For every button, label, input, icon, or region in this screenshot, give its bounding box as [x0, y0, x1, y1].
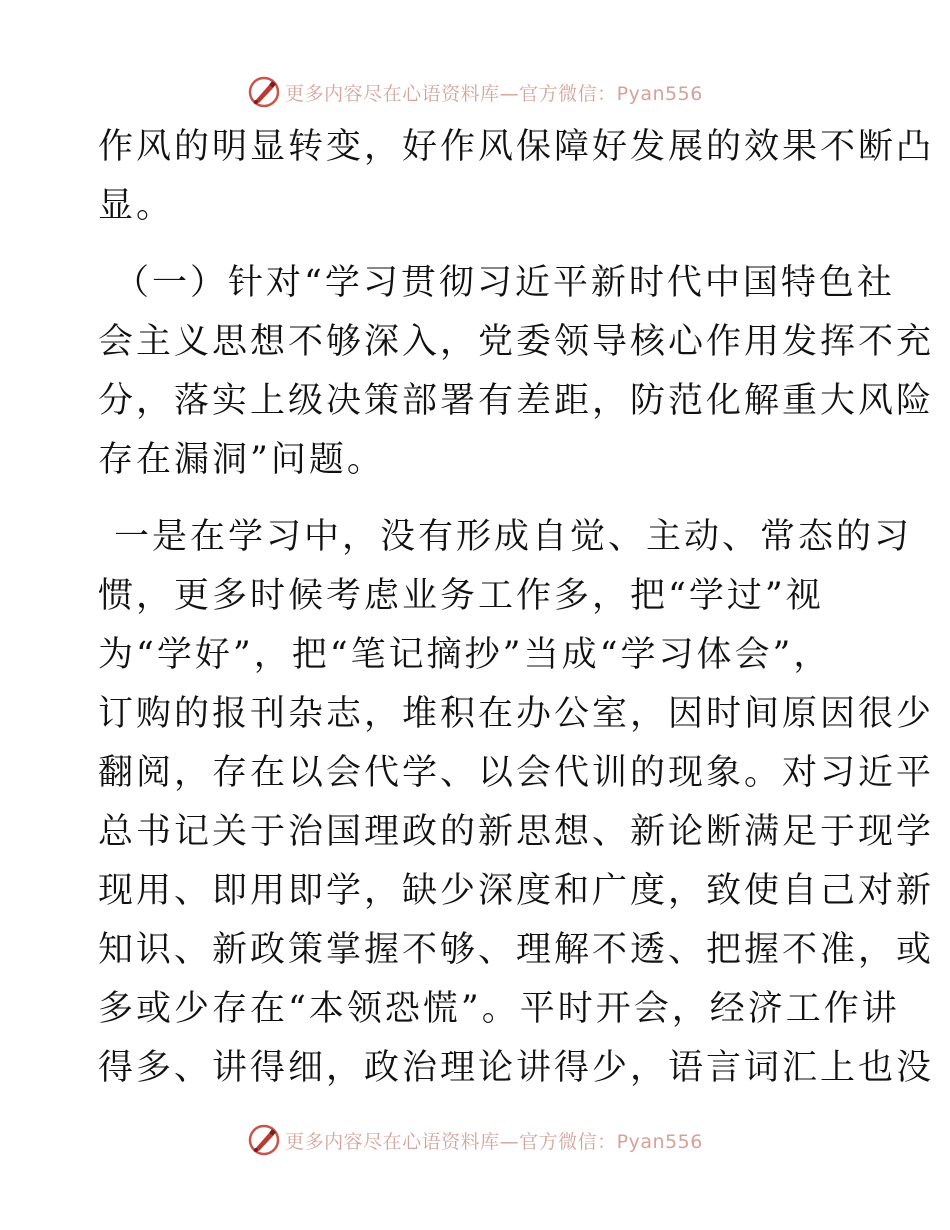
text-line: 显。: [98, 186, 175, 226]
text-line: 惯，更多时候考虑业务工作多，把“学过”视: [98, 576, 824, 616]
pen-circle-logo-icon: [247, 75, 281, 109]
text-line: 一是在学习中，没有形成自觉、主动、常态的习: [114, 517, 913, 557]
footer-watermark: [0, 1120, 950, 1160]
document-body: [98, 118, 935, 1098]
pen-circle-logo-icon: [247, 1123, 281, 1157]
text-line: 现用、即用即学，缺少深度和广度，致使自己对新: [98, 871, 935, 911]
text-line: 知识、新政策掌握不够、理解不透、把握不准，或: [98, 930, 935, 970]
text-line: 会主义思想不够深入，党委领导核心作用发挥不充: [98, 322, 935, 362]
header-watermark: [0, 72, 950, 112]
text-line: （一）针对“学习贯彻习近平新时代中国特色社: [114, 263, 895, 303]
text-line: 存在漏洞”问题。: [98, 440, 385, 480]
text-line: 多或少存在“本领恐慌”。平时开会，经济工作讲: [98, 989, 900, 1029]
text-line: 为“学好”，把“笔记摘抄”当成“学习体会”，: [98, 635, 832, 675]
text-line: 翻阅，存在以会代学、以会代训的现象。对习近平: [98, 753, 935, 793]
paragraph: [98, 254, 935, 490]
paragraph: [98, 118, 935, 236]
text-line: 得多、讲得细，政治理论讲得少，语言词汇上也没: [98, 1048, 935, 1088]
watermark-text: 更多内容尽在心语资料库—官方微信：Pyan556: [285, 1130, 703, 1153]
text-line: 分，落实上级决策部署有差距，防范化解重大风险: [98, 381, 935, 421]
text-line: 作风的明显转变，好作风保障好发展的效果不断凸: [98, 127, 935, 167]
paragraph: [98, 508, 935, 1098]
text-line: 总书记关于治国理政的新思想、新论断满足于现学: [98, 812, 935, 852]
watermark-text: 更多内容尽在心语资料库—官方微信：Pyan556: [285, 82, 703, 105]
text-line: 订购的报刊杂志，堆积在办公室，因时间原因很少: [98, 694, 935, 734]
